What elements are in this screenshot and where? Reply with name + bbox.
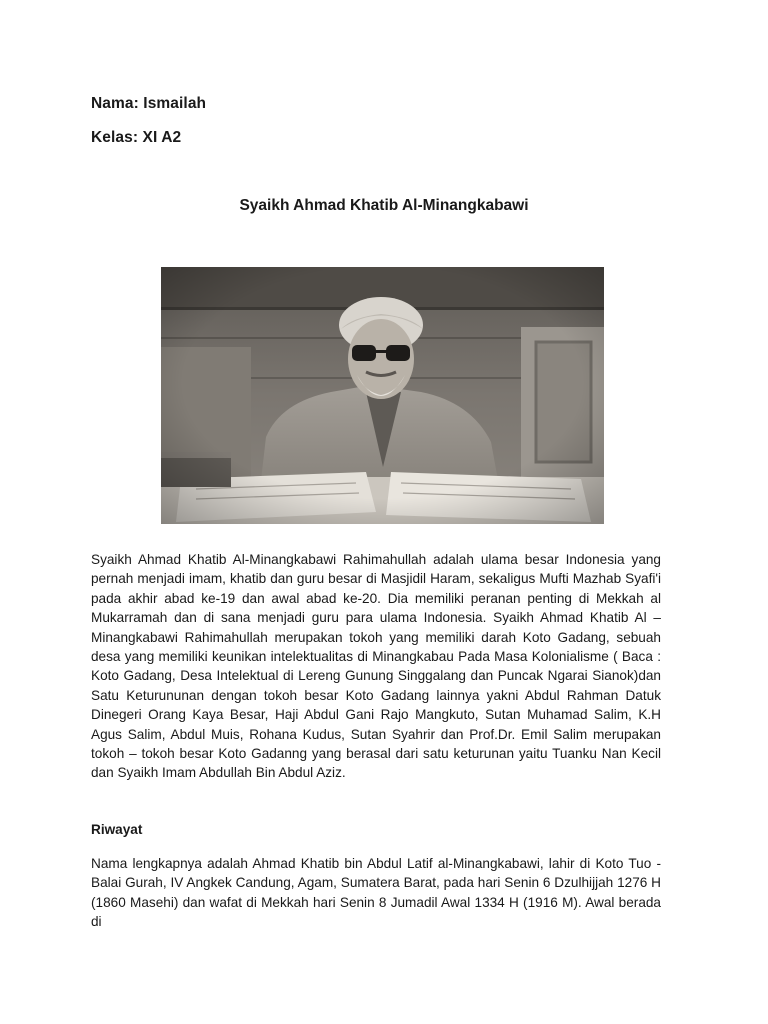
- document-title: Syaikh Ahmad Khatib Al-Minangkabawi: [239, 197, 529, 214]
- student-class: Kelas: XI A2: [91, 129, 182, 146]
- paragraph-riwayat: Nama lengkapnya adalah Ahmad Khatib bin Abdul Latif al-Minangkabawi, lahir di Koto Tuo - Balai Gurah, IV Angkek Candung, Agam, Sumatera Barat, pada hari Senin 6 Dzulhijjah 1276 H (1860 Masehi) dan wafat di Mekkah hari Senin 8 Jumadil Awal 1334 H (1916 M). Awal berada di: [91, 856, 661, 930]
- portrait-photo-icon: [161, 267, 604, 524]
- student-name: Nama: Ismailah: [91, 95, 207, 112]
- section-heading-riwayat: Riwayat: [91, 822, 143, 837]
- portrait-photo: [161, 267, 604, 524]
- paragraph-intro: Syaikh Ahmad Khatib Al-Minangkabawi Rahimahullah adalah ulama besar Indonesia yang pernah menjadi imam, khatib dan guru besar di Masjidil Haram, sekaligus Mufti Mazhab Syafi'i pada akhir abad ke-19 dan awal abad ke-20. Dia memiliki peranan penting di Mekkah al Mukarramah dan di sana menjadi guru para ulama Indonesia. Syaikh Ahmad Khatib Al – Minangkabawi Rahimahullah merupakan tokoh yang memiliki darah Koto Gadang, sebuah desa yang memiliki keunikan intelektualitas di Minangkabau Pada Masa Kolonialisme ( Baca : Koto Gadang, Desa Intelektual di Lereng Gunung Singgalang dan Puncak Ngarai Sianok)dan Satu Keturununan dengan tokoh besar Koto Gadang lainnya yakni Abdul Rahman Datuk Dinegeri Orang Kaya Besar, Haji Abdul Gani Rajo Mangkuto, Sutan Muhamad Salim, K.H Agus Salim, Abdul Muis, Rohana Kudus, Sutan Syahrir dan Prof.Dr. Emil Salim merupakan tokoh – tokoh besar Koto Gadanng yang berasal dari satu keturunan yaitu Tuanku Nan Kecil dan Syaikh Imam Abdullah Bin Abdul Aziz.: [91, 552, 661, 781]
